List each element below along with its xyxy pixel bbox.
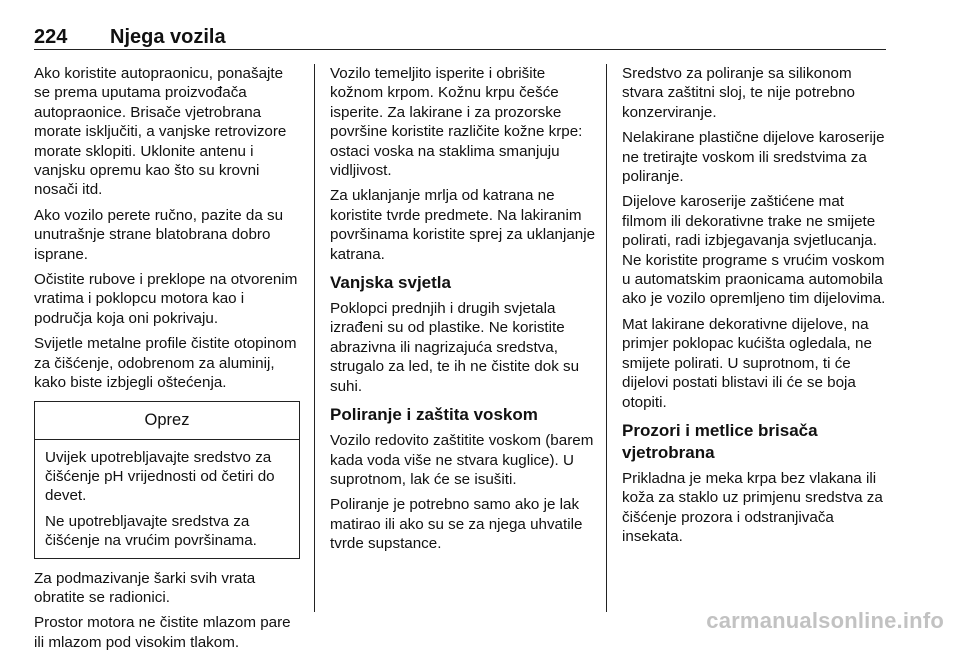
paragraph: Za uklanjanje mrlja od katrana ne koristite tvrde predmete. Na lakiranim površinama koristite sprej za uklanjanje katrana. (330, 187, 596, 263)
header-divider (34, 49, 886, 50)
paragraph: Ako koristite autopraonicu, ponašajte se prema uputama proizvođača autopraonice. Brisače vjetrobrana morate isključiti, a vanjske retrovizore morate sklopiti. Uklonite antenu i vanjsku opremu kao što su krovni nosači itd. (34, 65, 287, 199)
paragraph: Prikladna je meka krpa bez vlakana ili koža za staklo uz primjenu sredstva za čišćenje prozora i odstranjivača insekata. (622, 469, 883, 546)
section-heading: Poliranje i zaštita voskom (330, 405, 538, 425)
caution-body (35, 440, 299, 558)
paragraph: Poklopci prednjih i drugih svjetala izrađeni su od plastike. Ne koristite abrazivna ili nagrizajuća sredstva, strugalo za led, te ih ne čistite dok su suhi. (330, 300, 580, 395)
column-3 (622, 64, 888, 553)
paragraph: Očistite rubove i preklope na otvorenim vratima i poklopcu motora kao i područja koja oni pokrivaju. (34, 271, 298, 327)
paragraph: Svijetle metalne profile čistite otopinom za čišćenje, odobrenom za aluminij, kako biste izbjegli oštećenja. (34, 335, 297, 392)
caution-paragraph: Ne upotrebljavajte sredstva za čišćenje na vrućim površinama. (45, 512, 257, 550)
section-heading: Prozori i metlice brisača vjetrobrana (622, 420, 818, 462)
paragraph: Vozilo temeljito isperite i obrišite kožnom krpom. Kožnu krpu češće isperite. Za lakirane i za prozorske površine koristite različite kožne krpe: ostaci voska na staklima smanjuju vidljivost. (330, 65, 583, 180)
paragraph: Sredstvo za poliranje sa silikonom stvara zaštitni sloj, te nije potrebno konzerviranje. (622, 65, 855, 121)
page-title: Njega vozila (110, 26, 226, 48)
paragraph: Dijelove karoserije zaštićene mat filmom ili dekorativne trake ne smijete polirati, radi izbjegavanja svjetlucanja. Ne koristite programe s vrućim voskom u automatskim praonicama automobila ako je vozilo opremljeno tim dijelovima. (622, 193, 886, 308)
column-divider (314, 64, 315, 612)
paragraph: Ako vozilo perete ručno, pazite da su unutrašnje strane blatobrana dobro isprane. (34, 206, 284, 263)
paragraph: Mat lakirane dekorativne dijelove, na primjer poklopac kućišta ogledala, ne smijete polirati. U suprotnom, ti će dijelovi postati blistavi ili će se boja otopiti. (622, 315, 872, 411)
page-header (34, 26, 886, 50)
page-number: 224 (34, 26, 68, 48)
caution-paragraph: Uvijek upotrebljavajte sredstvo za čišćenje pH vrijednosti od četiri do devet. (45, 448, 275, 505)
paragraph: Poliranje je potrebno samo ako je lak matirao ili ako su se za njega uhvatile tvrde supstance. (330, 496, 583, 553)
paragraph: Nelakirane plastične dijelove karoserije ne tretirajte voskom ili sredstvima za poliranje. (622, 129, 885, 186)
column-1 (34, 64, 300, 658)
caution-box (34, 401, 300, 559)
caution-title: Oprez (35, 402, 299, 440)
paragraph: Vozilo redovito zaštitite voskom (barem kada voda više ne stvara kuglice). U suprotnom, lak će se isušiti. (330, 432, 594, 488)
column-2 (330, 64, 596, 560)
watermark: carmanualsonline.info (706, 608, 944, 633)
paragraph: Prostor motora ne čistite mlazom pare ili mlazom pod visokim tlakom. (34, 614, 291, 651)
paragraph: Za podmazivanje šarki svih vrata obratite se radionici. (34, 569, 256, 606)
column-divider (606, 64, 607, 612)
section-heading: Vanjska svjetla (330, 273, 451, 293)
